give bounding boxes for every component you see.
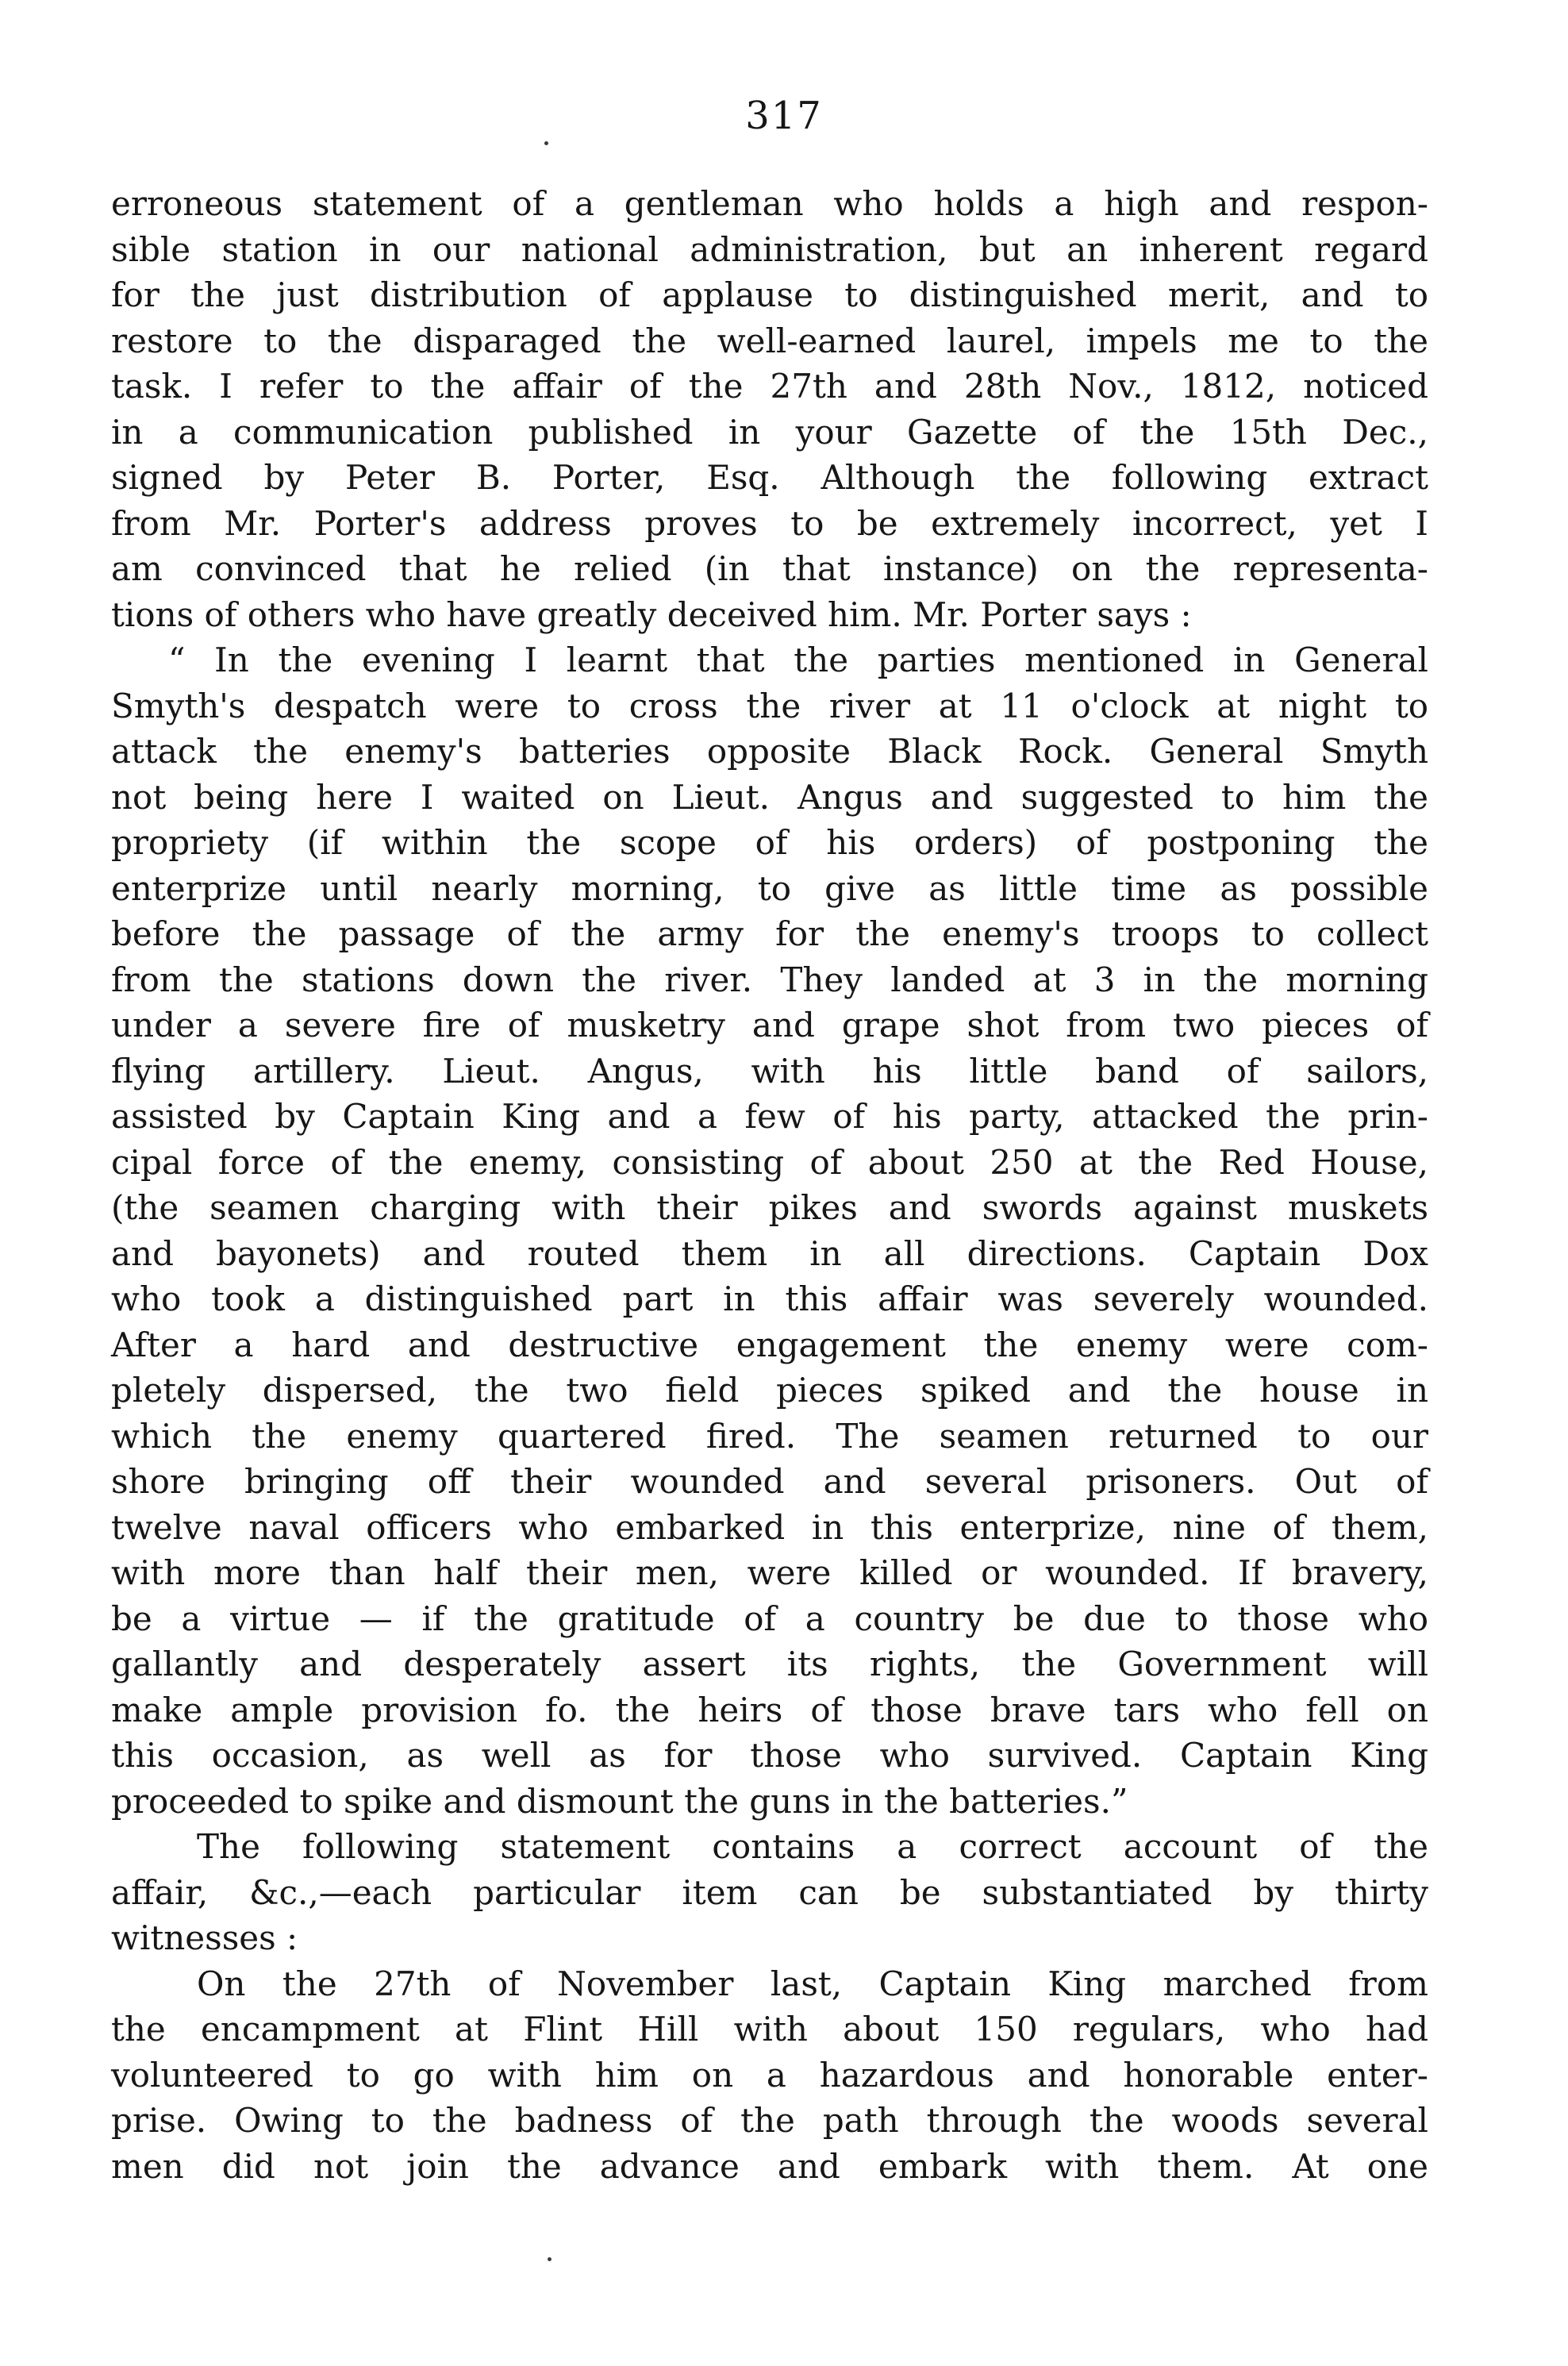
text-line: and bayonets) and routed them in all directions. Captain Dox [111, 1233, 1428, 1273]
text-line: under a severe fire of musketry and grape shot from two pieces of [111, 1006, 1428, 1045]
print-speck [548, 2257, 551, 2261]
text-line: signed by Peter B. Porter, Esq. Although the following extract [111, 458, 1428, 497]
text-line: this occasion, as well as for those who survived. Captain King [111, 1736, 1428, 1775]
text-line: attack the enemy's batteries opposite Black Rock. General Smyth [111, 732, 1428, 771]
text-line: am convinced that he relied (in that instance) on the representa- [111, 549, 1428, 588]
text-line: enterprize until nearly morning, to give as little time as possible [111, 868, 1428, 908]
text-line: twelve naval officers who embarked in this enterprize, nine of them, [111, 1507, 1428, 1547]
body-text [111, 181, 1428, 2189]
text-line: men did not join the advance and embark with them. At one [111, 2146, 1428, 2186]
text-line: sible station in our national administration, but an inherent regard [111, 229, 1428, 269]
text-line: flying artillery. Lieut. Angus, with his little band of sailors, [111, 1051, 1428, 1091]
text-line: which the enemy quartered fired. The seamen returned to our [111, 1416, 1428, 1456]
text-line: The following statement contains a correct account of the [197, 1827, 1428, 1866]
text-line: shore bringing off their wounded and several prisoners. Out of [111, 1462, 1428, 1501]
text-line: who took a distinguished part in this affair was severely wounded. [111, 1279, 1428, 1318]
text-line: erroneous statement of a gentleman who holds a high and respon- [111, 184, 1428, 223]
text-line: pletely dispersed, the two field pieces spiked and the house in [111, 1371, 1428, 1410]
text-line: in a communication published in your Gazette of the 15th Dec., [111, 412, 1428, 452]
text-line: affair, &c.,—each particular item can be substantiated by thirty [111, 1872, 1428, 1912]
text-line: After a hard and destructive engagement the enemy were com- [111, 1325, 1428, 1364]
text-line: tions of others who have greatly deceived him. Mr. Porter says : [111, 594, 1192, 634]
text-line: from Mr. Porter's address proves to be extremely incorrect, yet I [111, 503, 1428, 543]
text-line: for the just distribution of applause to distinguished merit, and to [111, 275, 1428, 314]
text-line: with more than half their men, were killed or wounded. If bravery, [111, 1553, 1428, 1592]
text-line: (the seamen charging with their pikes and swords against muskets [111, 1188, 1428, 1227]
text-line: not being here I waited on Lieut. Angus and suggested to him the [111, 777, 1428, 817]
text-line: from the stations down the river. They landed at 3 in the morning [111, 960, 1428, 999]
text-line: cipal force of the enemy, consisting of about 250 at the Red House, [111, 1142, 1428, 1182]
text-line: proceeded to spike and dismount the guns in the batteries.” [111, 1781, 1128, 1821]
text-line: volunteered to go with him on a hazardous and honorable enter- [111, 2055, 1428, 2095]
text-line: witnesses : [111, 1918, 298, 1957]
text-line: “ In the evening I learnt that the parties mentioned in General [168, 641, 1428, 679]
text-line: task. I refer to the affair of the 27th and 28th Nov., 1812, noticed [111, 367, 1428, 406]
text-line: make ample provision fo. the heirs of those brave tars who fell on [111, 1690, 1428, 1729]
print-speck [544, 141, 548, 145]
text-line: gallantly and desperately assert its rights, the Government will [111, 1645, 1428, 1683]
text-line: Smyth's despatch were to cross the river at 11 o'clock at night to [111, 686, 1428, 725]
text-line: prise. Owing to the badness of the path through the woods several [111, 2101, 1428, 2140]
text-line: propriety (if within the scope of his orders) of postponing the [111, 823, 1428, 862]
text-line: restore to the disparaged the well-earned laurel, impels me to the [111, 321, 1428, 360]
text-line: be a virtue — if the gratitude of a country be due to those who [111, 1598, 1428, 1638]
text-line: On the 27th of November last, Captain King marched from [197, 1964, 1428, 2003]
page-number: 317 [745, 94, 823, 138]
text-line: the encampment at Flint Hill with about 150 regulars, who had [111, 2010, 1428, 2049]
text-line: before the passage of the army for the enemy's troops to collect [111, 914, 1428, 953]
text-line: assisted by Captain King and a few of his party, attacked the prin- [111, 1097, 1428, 1136]
